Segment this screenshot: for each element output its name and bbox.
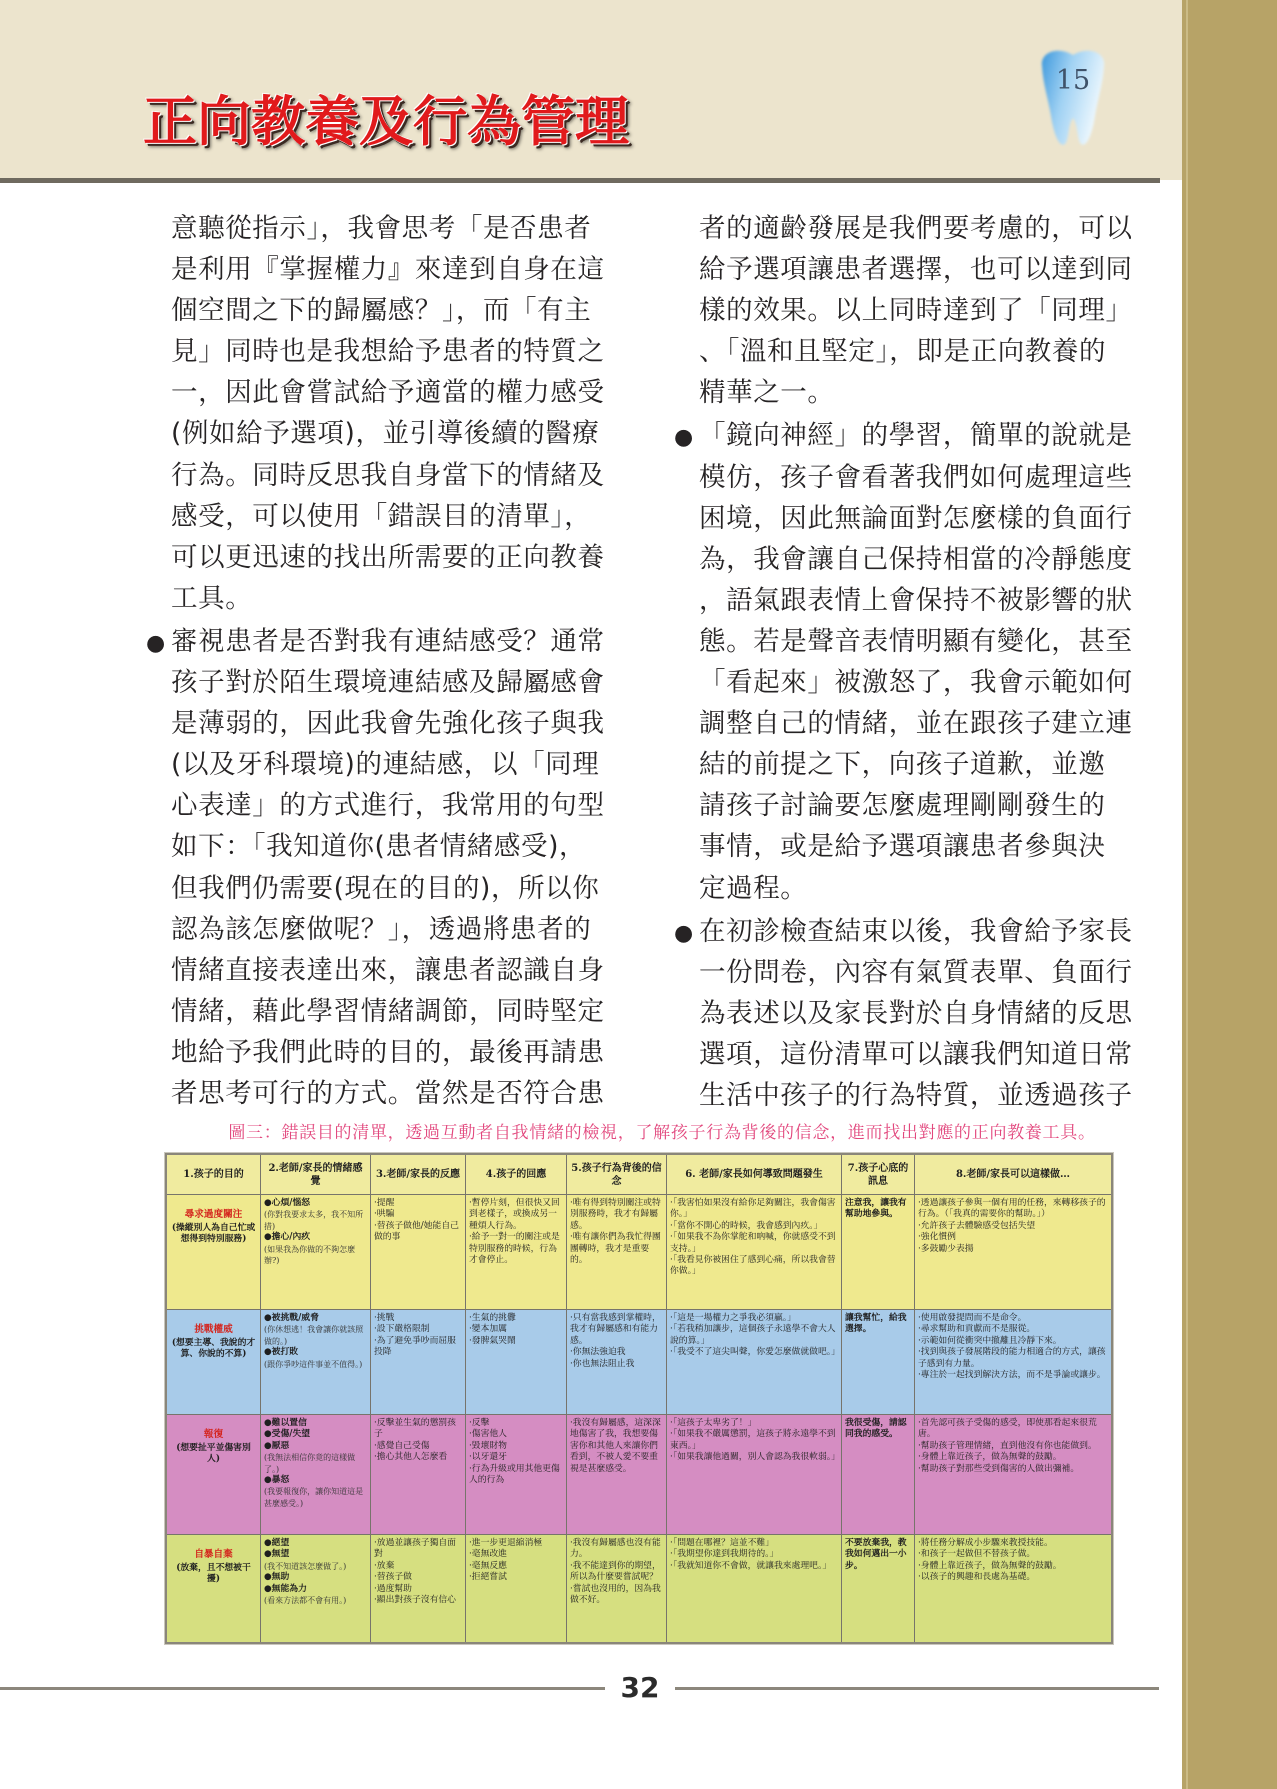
cell-item: ·「如果我讓他過關，別人會認為我很軟弱。」 [670,1452,840,1463]
table-cell [667,1310,842,1415]
cell-item: ·我沒有歸屬感，這深深地傷害了我，我想要傷害你和其他人來讓你們看到，不被人愛不要重視是甚麼感受。 [570,1418,661,1474]
text-line [699,744,1169,785]
table-header-cell: 3.老師/家長的反應 [371,1155,466,1195]
cell-item: ·你也無法阻止我 [570,1358,635,1369]
text-line [699,208,1169,249]
line-text: 可以更迅速的找出所需要的正向教養 [171,541,605,573]
cell-item: ·給予一對一的關注或是特別服務的時候，行為才會停止。 [469,1232,560,1266]
cell-item: ·唯有得到特別關注或特別服務時，我才有歸屬感。 [570,1198,661,1231]
cell-item: ●無望 [264,1549,290,1560]
cell-item: 注意我，讓我有幫助地參與。 [845,1198,907,1220]
bullet-marker: ● [146,630,166,656]
cell-item: ·傷害他人 [469,1429,507,1440]
line-text: 心表達」的方式進行，我常用的句型 [171,790,605,822]
cell-item: ·我不能達到你的期望，所以為什麼要嘗試呢？ [570,1560,661,1583]
line-text: 但我們仍需要(現在的目的)，所以你 [171,872,600,904]
text-line [699,952,1169,993]
text-line [171,537,631,578]
cell-item: ●無能為力 [264,1583,307,1594]
table-cell [915,1310,1111,1415]
cell-item: ·毀壞財物 [469,1440,507,1451]
text-line [171,1032,631,1073]
cell-item: ·放棄 [374,1560,395,1571]
cell-item: ·唯有讓你們為我忙得團團轉時，我才是重要的。 [570,1232,661,1266]
text-line [171,290,631,331]
table-cell [371,1195,466,1310]
cell-item: (我不知道該怎麼做了。) [264,1561,347,1571]
line-text: (以及牙科環境)的連結感，以「同理 [171,749,600,781]
text-line [171,455,631,496]
cell-item: ·替孩子做 [374,1572,412,1583]
text-line [699,249,1169,290]
cell-item: 不要放棄我，教我如何邁出一小步。 [845,1538,907,1571]
goal-label: 報復 [203,1429,224,1440]
goal-label: 挑戰權威 [194,1324,233,1335]
table-cell [371,1535,466,1642]
cell-item: ●心煩/惱怒 [264,1198,311,1208]
goal-description: (放棄，且不想被干擾) [176,1563,251,1585]
cell-item: ·「這是一場權力之爭我必須贏。」 [670,1313,796,1323]
mistaken-goal-table [165,1153,1113,1644]
cell-item: ·「我就知道你不會做，就讓我來處理吧。」 [670,1560,832,1571]
cell-item: ·尋求幫助和貢獻而不是服從。 [918,1324,1036,1335]
table-cell [567,1195,667,1310]
cell-item: ●被挑戰/威脅 [264,1313,319,1323]
cell-item: ·進一步更退縮消極 [469,1538,543,1548]
line-text: 工具。 [171,582,253,614]
cell-item: ·暫停片刻，但很快又回到老樣子，或換成另一種煩人行為。 [469,1198,560,1231]
cell-item: ·透過讓孩子參與一個有用的任務，來轉移孩子的行為。（「我真的需要你的幫助。」） [918,1198,1106,1220]
cell-item: (你對我要求太多，我不知所措) [264,1210,364,1231]
cell-item: ·「我受不了這尖叫聲，你愛怎麼做就做吧。」 [670,1347,840,1358]
cell-item: ·行為升級或用其他更傷人的行為 [469,1463,560,1486]
cell-item: ·我沒有歸屬感也沒有能力。 [570,1538,661,1560]
table-cell [915,1535,1111,1642]
line-text: 如下：「我知道你(患者情緒感受)， [171,831,587,863]
cell-item: ·幫助孩子管理情緒，直到他沒有你也能做到。 [918,1440,1097,1451]
text-line [699,993,1169,1034]
side-strip-edge [1186,0,1188,1789]
table-cell [261,1415,371,1535]
text-line [171,249,631,290]
cell-item: ·幫助孩子對那些受到傷害的人做出彌補。 [918,1463,1080,1474]
table-cell [567,1415,667,1535]
line-text: 情緒，藉此學習情緒調節，同時堅定 [171,995,605,1027]
table-goal-cell [167,1310,261,1415]
cell-item: (我無法相信你竟的這樣做了。) [264,1453,356,1474]
table-header-cell: 6. 老師/家長如何導致問題發生 [667,1155,842,1195]
line-text: 困境，因此無論面對怎麼樣的負面行 [699,502,1133,534]
text-line [699,372,1169,413]
cell-item: ·感覺自己受傷 [374,1440,430,1451]
line-text: 者思考可行的方式。當然是否符合患 [171,1077,605,1109]
cell-item: ·「問題在哪裡？這並不難」 [670,1538,774,1548]
line-text: 事情，或是給予選項讓患者參與決 [699,831,1106,863]
line-text: 請孩子討論要怎麼處理剛剛發生的 [699,790,1106,822]
cell-item: ·變本加厲 [469,1324,507,1335]
table-header-cell: 1.孩子的目的 [167,1155,261,1195]
cell-item: ·「我期望你達到我期待的。」 [670,1549,779,1560]
footer-divider-left [0,1687,605,1690]
line-text: 在初診檢查結束以後，我會給予家長 [699,915,1133,947]
cell-item: ·「如果我不為你掌舵和吶喊，你就感受不到支持。」 [670,1232,836,1254]
text-line [674,415,1169,456]
cell-item: ·以孩子的興趣和長處為基礎。 [918,1572,1036,1583]
goal-label: 自暴自棄 [194,1549,233,1560]
table-header-cell: 8.老師/家長可以這樣做… [915,1155,1111,1195]
cell-item: (看來方法都不會有用。) [264,1596,347,1606]
cell-item: ·毫無改進 [469,1549,507,1560]
table-header-cell: 5.孩子行為背後的信念 [567,1155,667,1195]
page-title: 正向教養及行為管理 [143,89,629,153]
cell-item: ●擔心/內疚 [264,1232,311,1243]
line-text: 感受，可以使用「錯誤目的清單」， [171,500,592,532]
cell-item: ·多鼓勵少表揚 [918,1243,974,1254]
table-cell [466,1415,567,1535]
table-cell [371,1310,466,1415]
text-line [699,1034,1169,1075]
line-text: 態。若是聲音表情明顯有變化，甚至 [699,625,1133,657]
text-line [699,621,1169,662]
text-line [699,498,1169,539]
cell-item: ·顯出對孩子沒有信心 [374,1595,456,1606]
cell-item: ●難以置信 [264,1418,307,1428]
cell-item: ·反擊 [469,1418,490,1428]
cell-item: 我很受傷，請認同我的感受。 [845,1418,907,1440]
cell-item: ·找到與孩子發展階段的能力相適合的方式，讓孩子感到有力量。 [918,1347,1106,1369]
cell-item: ·使用啟發提問而不是命令。 [918,1313,1027,1323]
line-text: 一，因此會嘗試給予適當的權力感受 [171,377,605,409]
line-text: 是薄弱的，因此我會先強化孩子與我 [171,708,605,740]
goal-description: (想要主導、我說的才算、你說的不算) [171,1338,256,1360]
line-text: 模仿，孩子會看著我們如何處理這些 [699,461,1133,493]
text-line [171,826,631,867]
text-line [699,785,1169,826]
cell-item: ·放過並讓孩子獨自面對 [374,1538,456,1560]
line-text: 「看起來」被激怒了，我會示範如何 [699,667,1133,699]
cell-item: ·你無法強迫我 [570,1347,626,1358]
page-number: 32 [620,1671,660,1704]
text-line [674,911,1169,952]
line-text: 調整自己的情緒，並在跟孩子建立連 [699,708,1133,740]
cell-item: 讓我幫忙，給我選擇。 [845,1313,907,1335]
text-line [171,331,631,372]
table-cell [842,1195,915,1310]
table-cell [466,1195,567,1310]
table-cell [842,1535,915,1642]
line-text: 生活中孩子的行為特質，並透過孩子 [699,1079,1133,1111]
line-text: 精華之一。 [699,377,835,409]
text-line [171,785,631,826]
cell-item: ·專注於一起找到解決方法，而不是爭論或讓步。 [918,1370,1106,1381]
right-text-column [674,208,1169,1116]
cell-item: ·為了避免爭吵而屈服投降 [374,1335,456,1358]
text-line [171,662,631,703]
line-text: ，語氣跟表情上會保持不被影響的狀 [699,584,1133,616]
table-cell [567,1310,667,1415]
cell-item: ·發脾氣哭鬧 [469,1335,516,1346]
cell-item: ●絕望 [264,1538,290,1548]
cell-item: ·挑戰 [374,1313,395,1323]
table-cell [567,1535,667,1642]
figure-caption: 圖三：錯誤目的清單，透過互動者自我情緒的檢視，了解孩子行為背後的信念，進而找出對應的正向教養工具。 [228,1123,1096,1143]
cell-item: ·替孩子做他/她能自己做的事 [374,1220,459,1243]
line-text: 孩子對於陌生環境連結感及歸屬感會 [171,667,605,699]
cell-item: ·「如果我不嚴厲懲罰，這孩子將永遠學不到東西。」 [670,1429,836,1451]
table-cell [371,1415,466,1535]
goal-description: (操縱別人為自己忙或想得到特別服務) [171,1223,256,1245]
line-text: 意聽從指示」，我會思考「是否患者 [171,213,592,244]
text-line [171,496,631,537]
table-goal-cell [167,1535,261,1642]
text-line [171,578,631,619]
cell-item: ·拒絕嘗試 [469,1572,507,1583]
line-text: 「鏡向神經」的學習，簡單的說就是 [699,420,1133,452]
cell-item: ·毫無反應 [469,1560,507,1571]
left-text-column [146,208,631,1114]
cell-item: ·設下嚴格限制 [374,1324,430,1335]
line-text: 者的適齡發展是我們要考慮的，可以 [699,213,1133,244]
goal-label: 尋求過度關注 [184,1209,243,1220]
line-text: 情緒直接表達出來，讓患者認識自身 [171,954,605,986]
cell-item: ●暴怒 [264,1475,290,1486]
cell-item: ●被打敗 [264,1347,299,1358]
cell-item: ·首先認可孩子受傷的感受，即使那看起來很荒唐。 [918,1418,1097,1440]
cell-item: ·強化慣例 [918,1232,956,1243]
line-text: 為表述以及家長對於自身情緒的反思 [699,997,1133,1029]
cell-item: ·提醒 [374,1198,395,1208]
header-divider [0,178,1160,183]
text-line [699,331,1169,372]
cell-item: ·將任務分解成小步驟來教授技能。 [918,1538,1053,1548]
text-line [171,991,631,1032]
table-cell [842,1415,915,1535]
text-line [171,703,631,744]
line-text: 見」同時也是我想給予患者的特質之 [171,336,605,368]
text-line [699,457,1169,498]
table-cell [915,1415,1111,1535]
table-goal-cell [167,1195,261,1310]
table-cell [842,1310,915,1415]
cell-item: ·允許孩子去體驗感受包括失望 [918,1220,1036,1231]
cell-item: ·生氣的挑釁 [469,1313,516,1323]
cell-item: ·「我看見你被困住了感到心痛，所以我會替你做。」 [670,1255,836,1277]
table-header-cell: 4.孩子的回應 [466,1155,567,1195]
line-text: 樣的效果。以上同時達到了「同理」 [699,295,1133,327]
text-line [171,372,631,413]
table-cell [466,1310,567,1415]
cell-item: (我要報復你，讓你知道這是甚麼感受。) [264,1487,364,1508]
text-line [171,950,631,991]
table-header-cell: 2.老師/家長的情緒感覺 [261,1155,371,1195]
text-line [699,290,1169,331]
footer-divider-right [675,1687,1159,1690]
text-line [699,868,1169,909]
table-cell [667,1415,842,1535]
table-cell [466,1535,567,1642]
line-text: 、「溫和且堅定」，即是正向教養的 [699,336,1107,368]
text-line [171,744,631,785]
cell-item: (你休想逃！我會讓你就該照做的。) [264,1325,364,1346]
table-cell [915,1195,1111,1310]
cell-item: (如果我為你做的不夠怎麼辦?) [264,1244,356,1266]
goal-description: (想要扯平並傷害別人) [176,1443,251,1465]
text-line [699,703,1169,744]
line-text: 行為。同時反思我自身當下的情緒及 [171,459,605,491]
table-cell [261,1310,371,1415]
text-line [171,909,631,950]
line-text: 地給予我們此時的目的，最後再請患 [171,1036,605,1068]
cell-item: ●無助 [264,1572,290,1583]
table-goal-cell [167,1415,261,1535]
line-text: 給予選項讓患者選擇，也可以達到同 [699,254,1133,286]
line-text: 審視患者是否對我有連結感受？通常 [171,625,605,657]
cell-item: ·哄騙 [374,1209,395,1220]
line-text: 一份問卷，內容有氣質表單、負面行 [699,956,1133,988]
cell-item: ·嘗試也沒用的，因為我做不好。 [570,1583,661,1606]
section-number: 15 [1055,65,1091,96]
text-line [699,1075,1169,1116]
line-text: 個空間之下的歸屬感？」，而「有主 [171,295,592,327]
cell-item: ·「若我稍加讓步，這個孩子永遠學不會大人說的算。」 [670,1324,836,1346]
line-text: 結的前提之下，向孩子道歉，並邀 [699,749,1106,781]
cell-item: ·身體上靠近孩子，做為無聲的鼓勵。 [918,1452,1062,1463]
cell-item: ●受傷/失望 [264,1429,311,1440]
cell-item: ·以牙還牙 [469,1452,507,1463]
cell-item: ·過度幫助 [374,1583,412,1594]
text-line [171,208,631,249]
table-cell [667,1195,842,1310]
line-text: 是利用『掌握權力』來達到自身在這 [171,254,605,286]
cell-item: ·反擊並生氣的懲罰孩子 [374,1418,456,1440]
line-text: 選項，這份清單可以讓我們知道日常 [699,1038,1133,1070]
cell-item: ·「當你不開心的時候，我會感到內疚。」 [670,1220,823,1231]
line-text: 定過程。 [699,872,808,904]
text-line [699,826,1169,867]
line-text: 認為該怎麼做呢？」，透過將患者的 [171,913,592,945]
cell-item: ·擔心其他人怎麼看 [374,1452,448,1463]
cell-item: ·示範如何從衝突中撤離且冷靜下來。 [918,1335,1062,1346]
cell-item: ·「我害怕如果沒有給你足夠關注，我會傷害你。」 [670,1198,836,1220]
text-line [699,662,1169,703]
text-line [699,580,1169,621]
bullet-marker: ● [674,920,694,946]
text-line [171,868,631,909]
cell-item: ●厭惡 [264,1440,290,1451]
text-line [171,413,631,454]
cell-item: ·和孩子一起做但不替孩子做。 [918,1549,1036,1560]
table-cell [261,1195,371,1310]
bullet-marker: ● [674,425,694,451]
cell-item: ·「這孩子太卑劣了！」 [670,1418,757,1428]
text-line [146,621,631,662]
text-line [171,1073,631,1114]
side-strip [1182,0,1277,1789]
cell-item: (跟你爭吵這件事並不值得。) [264,1359,363,1369]
cell-item: ·只有當我感到掌權時，我才有歸屬感和有能力感。 [570,1313,661,1346]
line-text: (例如給予選項)，並引導後續的醫療 [171,418,600,450]
cell-item: ·身體上靠近孩子，做為無聲的鼓勵。 [918,1560,1062,1571]
table-cell [667,1535,842,1642]
table-header-cell: 7.孩子心底的訊息 [842,1155,915,1195]
line-text: 為，我會讓自己保持相當的冷靜態度 [699,543,1133,575]
table-cell [261,1535,371,1642]
text-line [699,539,1169,580]
